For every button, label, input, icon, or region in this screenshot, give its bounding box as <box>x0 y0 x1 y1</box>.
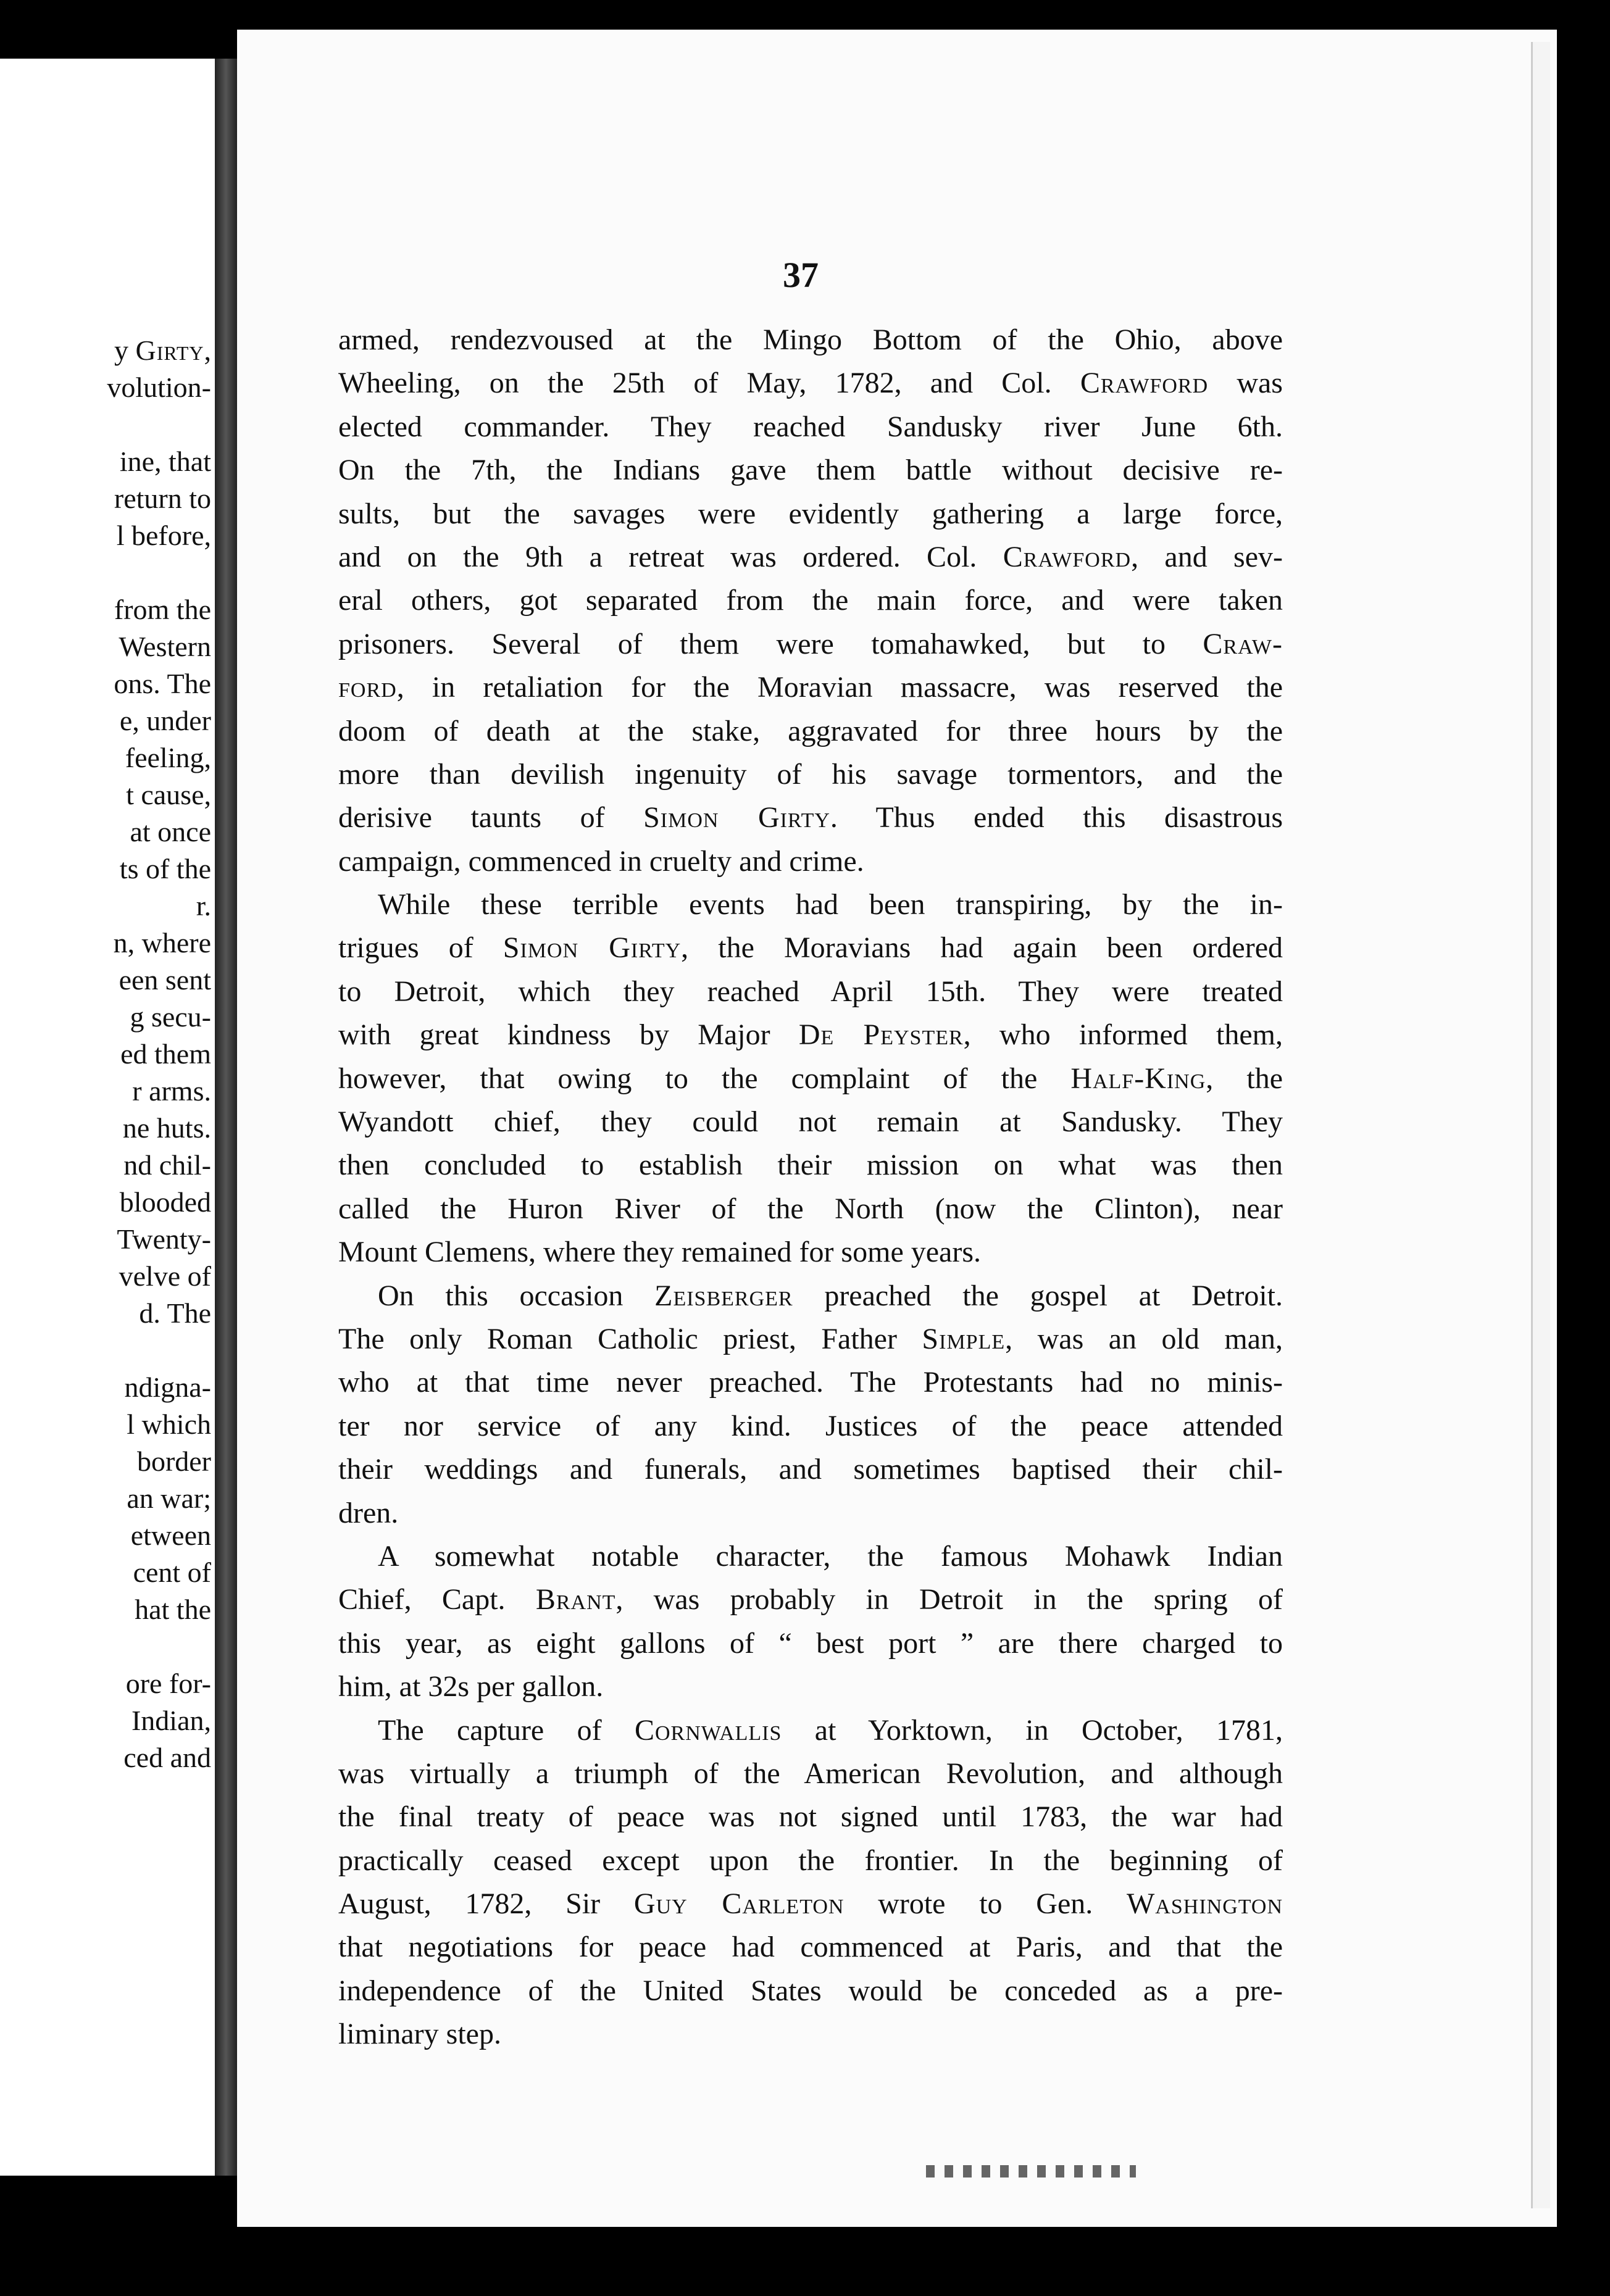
text-run: this year, as eight gallons of “ best port ” are there charged to <box>338 1626 1283 1660</box>
text-line <box>338 1969 1283 2013</box>
facing-text-fragment <box>131 1707 211 1735</box>
text-run: was <box>1208 367 1283 400</box>
small-caps-name: Crawford <box>1080 367 1209 400</box>
text-run: ed them <box>120 1038 211 1070</box>
text-run: and on the 9th a retreat was ordered. Col. <box>338 540 1003 573</box>
text-run: Twenty- <box>117 1223 211 1255</box>
text-run: The capture of <box>378 1713 635 1747</box>
text-run: return to <box>114 483 211 514</box>
text-line <box>338 1144 1283 1187</box>
text-run: at once <box>130 816 211 847</box>
facing-text-fragment <box>124 1373 211 1402</box>
text-run: , was an old man, <box>1005 1322 1283 1355</box>
text-run: Wheeling, on the 25th of May, 1782, and Col. <box>338 367 1080 400</box>
body-text <box>338 318 1283 2057</box>
text-run: from the <box>114 594 211 625</box>
small-caps-name: Brant <box>535 1583 616 1616</box>
ink-smudge <box>926 2165 1136 2177</box>
text-line <box>338 623 1283 666</box>
text-run: , in retaliation for the Moravian massacre, was reserved the <box>396 671 1283 704</box>
text-run: feeling, <box>125 742 211 773</box>
text-run: ore for- <box>125 1668 211 1699</box>
small-caps-name: Simon Girty <box>503 931 682 965</box>
text-run: practically ceased except upon the frontier. In the beginning of <box>338 1844 1283 1877</box>
text-line <box>338 883 1283 926</box>
text-run: preached the gospel at Detroit. <box>793 1279 1283 1312</box>
text-run: campaign, commenced in cruelty and crime. <box>338 844 864 878</box>
text-run: n, where <box>113 927 211 959</box>
text-run: l before, <box>116 520 211 551</box>
text-line <box>338 840 1283 883</box>
text-run: to Detroit, which they reached April 15th. They were treated <box>338 975 1283 1008</box>
text-run: Western <box>119 631 211 662</box>
text-run: trigues of <box>338 931 503 965</box>
text-line <box>338 796 1283 839</box>
text-run: border <box>136 1445 211 1477</box>
text-line <box>338 710 1283 753</box>
facing-text-fragment <box>130 1003 211 1031</box>
text-line <box>338 1188 1283 1231</box>
small-caps-name: Craw- <box>1203 627 1283 660</box>
text-line <box>338 2013 1283 2056</box>
text-run: , and sev- <box>1131 540 1283 573</box>
facing-text-fragment <box>125 744 211 772</box>
text-run: A somewhat notable character, the famous Mohawk Indian <box>378 1539 1283 1573</box>
text-run: , the Moravians had again been ordered <box>681 931 1283 965</box>
text-run: ine, that <box>119 446 211 477</box>
text-run: g secu- <box>130 1001 211 1033</box>
facing-text-fragment <box>123 1151 211 1179</box>
text-run: then concluded to establish their mission on what was then <box>338 1149 1283 1182</box>
text-line <box>338 1578 1283 1621</box>
page-number: 37 <box>783 255 819 295</box>
text-run: at Yorktown, in October, 1781, <box>782 1713 1283 1747</box>
small-caps-name: Crawford <box>1003 540 1132 573</box>
text-line <box>338 1882 1283 1926</box>
text-run: volution- <box>107 372 211 403</box>
text-run: who at that time never preached. The Protestants had no minis- <box>338 1366 1283 1399</box>
text-run: derisive taunts of <box>338 801 644 834</box>
text-line <box>338 1752 1283 1795</box>
facing-text-fragment <box>133 1558 211 1587</box>
text-line <box>338 1448 1283 1491</box>
text-run: prisoners. Several of them were tomahawked, but to <box>338 627 1203 660</box>
text-run: sults, but the savages were evidently gathering a large force, <box>338 497 1283 530</box>
text-line <box>338 579 1283 622</box>
text-line <box>338 493 1283 536</box>
text-run: , <box>204 335 211 366</box>
facing-text-fragment <box>130 818 211 846</box>
text-run: ced and <box>123 1742 211 1773</box>
text-line <box>338 666 1283 709</box>
text-run: e, under <box>119 705 211 736</box>
facing-text-fragment <box>120 1188 211 1217</box>
facing-text-fragment <box>119 633 211 661</box>
text-run: , who informed them, <box>963 1018 1283 1052</box>
small-caps-name: Half-King <box>1070 1062 1206 1095</box>
text-run: r arms. <box>132 1075 211 1107</box>
text-run: was virtually a triumph of the American Revolution, and although <box>338 1757 1283 1790</box>
facing-text-fragment <box>127 1484 211 1513</box>
facing-text-fragment <box>114 336 211 365</box>
text-run: , was probably in Detroit in the spring of <box>615 1583 1283 1616</box>
page-edge <box>1531 42 1550 2208</box>
small-caps-name: De Peyster <box>798 1018 964 1052</box>
facing-text-fragment <box>135 1595 211 1624</box>
text-line <box>338 970 1283 1013</box>
text-run: him, at 32s per gallon. <box>338 1670 604 1703</box>
facing-text-fragment <box>119 1262 211 1291</box>
small-caps-name: ford <box>338 671 397 704</box>
text-run: elected commander. They reached Sandusky river June 6th. <box>338 410 1283 443</box>
text-line <box>338 1665 1283 1708</box>
facing-text-fragment <box>120 447 211 476</box>
facing-text-fragment <box>120 855 211 883</box>
text-line <box>338 362 1283 405</box>
text-run: Indian, <box>131 1705 211 1736</box>
facing-text-fragment <box>126 781 211 809</box>
facing-text-fragment <box>139 1299 211 1328</box>
text-line <box>338 1926 1283 1969</box>
text-run: their weddings and funerals, and sometimes baptised their chil- <box>338 1453 1283 1486</box>
text-line <box>338 1709 1283 1752</box>
text-run: called the Huron River of the North (now the Clinton), near <box>338 1192 1283 1225</box>
facing-text-fragment <box>119 966 211 994</box>
text-run: d. The <box>139 1297 211 1329</box>
text-run: that negotiations for peace had commenced at Paris, and that the <box>338 1931 1283 1964</box>
book-gutter <box>215 59 237 2176</box>
facing-text-fragment <box>117 522 211 550</box>
text-run: nd chil- <box>123 1149 211 1181</box>
facing-text-fragment <box>120 1040 211 1068</box>
text-run: The only Roman Catholic priest, Father <box>338 1322 922 1355</box>
text-run: . Thus ended this disastrous <box>830 801 1283 834</box>
text-run: een sent <box>119 964 211 996</box>
small-caps-name: Cornwallis <box>634 1713 782 1747</box>
text-line <box>338 1535 1283 1578</box>
text-run: more than devilish ingenuity of his savage tormentors, and the <box>338 757 1283 791</box>
facing-text-fragment <box>114 485 211 513</box>
text-run: ons. The <box>114 668 211 699</box>
text-run: While these terrible events had been transpiring, by the in- <box>378 888 1283 921</box>
facing-text-fragment <box>107 373 211 402</box>
text-line <box>338 1057 1283 1100</box>
text-run: y <box>114 335 136 366</box>
small-caps-name: Simple <box>922 1322 1006 1355</box>
text-line <box>338 753 1283 796</box>
text-run: eral others, got separated from the main force, and were taken <box>338 584 1283 617</box>
text-line <box>338 1231 1283 1274</box>
text-line <box>338 449 1283 492</box>
text-run: , the <box>1206 1062 1283 1095</box>
text-line <box>338 1622 1283 1665</box>
text-run: an war; <box>127 1483 211 1514</box>
facing-text-fragment <box>120 707 211 735</box>
text-line <box>338 406 1283 449</box>
text-run: etween <box>130 1520 211 1551</box>
text-run: with great kindness by Major <box>338 1018 799 1052</box>
text-line <box>338 926 1283 970</box>
text-run: doom of death at the stake, aggravated for three hours by the <box>338 714 1283 747</box>
text-line <box>338 1405 1283 1448</box>
text-line <box>338 1275 1283 1318</box>
text-line <box>338 1795 1283 1839</box>
text-run: August, 1782, Sir <box>338 1887 634 1921</box>
text-run: Mount Clemens, where they remained for some years. <box>338 1236 982 1269</box>
text-run: the final treaty of peace was not signed until 1783, the war had <box>338 1800 1283 1834</box>
text-line <box>338 318 1283 362</box>
text-run: Wyandott chief, they could not remain at Sandusky. They <box>338 1105 1283 1139</box>
text-run: velve of <box>119 1260 211 1292</box>
text-line <box>338 1318 1283 1361</box>
text-line <box>338 1013 1283 1057</box>
facing-text-fragment <box>196 892 211 920</box>
facing-text-fragment <box>132 1077 211 1105</box>
text-run: cent of <box>133 1557 211 1588</box>
text-line <box>338 536 1283 579</box>
facing-text-fragment <box>131 1521 211 1550</box>
text-run: however, that owing to the complaint of the <box>338 1062 1071 1095</box>
text-run: armed, rendezvoused at the Mingo Bottom of the Ohio, above <box>338 323 1283 356</box>
text-run: ts of the <box>119 853 211 884</box>
facing-text-fragment <box>117 1225 211 1254</box>
facing-text-fragment <box>127 1410 211 1439</box>
text-run: hat the <box>135 1594 211 1625</box>
text-run: ne huts. <box>122 1112 211 1144</box>
small-caps-name: Guy Carleton <box>633 1887 845 1921</box>
text-run: On the 7th, the Indians gave them battle without decisive re- <box>338 454 1283 487</box>
small-caps-name: Simon Girty <box>643 801 830 834</box>
facing-page-fragment <box>0 59 215 2176</box>
facing-text-fragment <box>137 1447 211 1476</box>
text-run: wrote to Gen. <box>844 1887 1127 1921</box>
text-run: ter nor service of any kind. Justices of the peace attended <box>338 1409 1283 1442</box>
text-line <box>338 1100 1283 1144</box>
text-run: t cause, <box>126 779 211 810</box>
text-line <box>338 1492 1283 1535</box>
text-run: r. <box>196 890 211 921</box>
facing-text-fragment <box>126 1670 211 1698</box>
facing-text-fragment <box>114 670 211 698</box>
text-run: On this occasion <box>378 1279 655 1312</box>
facing-text-fragment <box>123 1114 211 1142</box>
facing-text-fragment <box>123 1744 211 1772</box>
small-caps-name: Zeisberger <box>654 1279 793 1312</box>
text-run: independence of the United States would be conceded as a pre- <box>338 1974 1283 2007</box>
text-line <box>338 1361 1283 1404</box>
facing-text-fragment <box>114 929 211 957</box>
text-line <box>338 1839 1283 1882</box>
small-caps-name: Girty <box>135 335 204 366</box>
text-run: ndigna- <box>124 1371 211 1403</box>
text-run: Chief, Capt. <box>338 1583 536 1616</box>
small-caps-name: Washington <box>1127 1887 1283 1921</box>
text-run: blooded <box>119 1186 211 1218</box>
text-run: liminary step. <box>338 2018 501 2051</box>
text-run: dren. <box>338 1496 399 1529</box>
text-run: l which <box>127 1408 211 1440</box>
facing-text-fragment <box>114 596 211 624</box>
